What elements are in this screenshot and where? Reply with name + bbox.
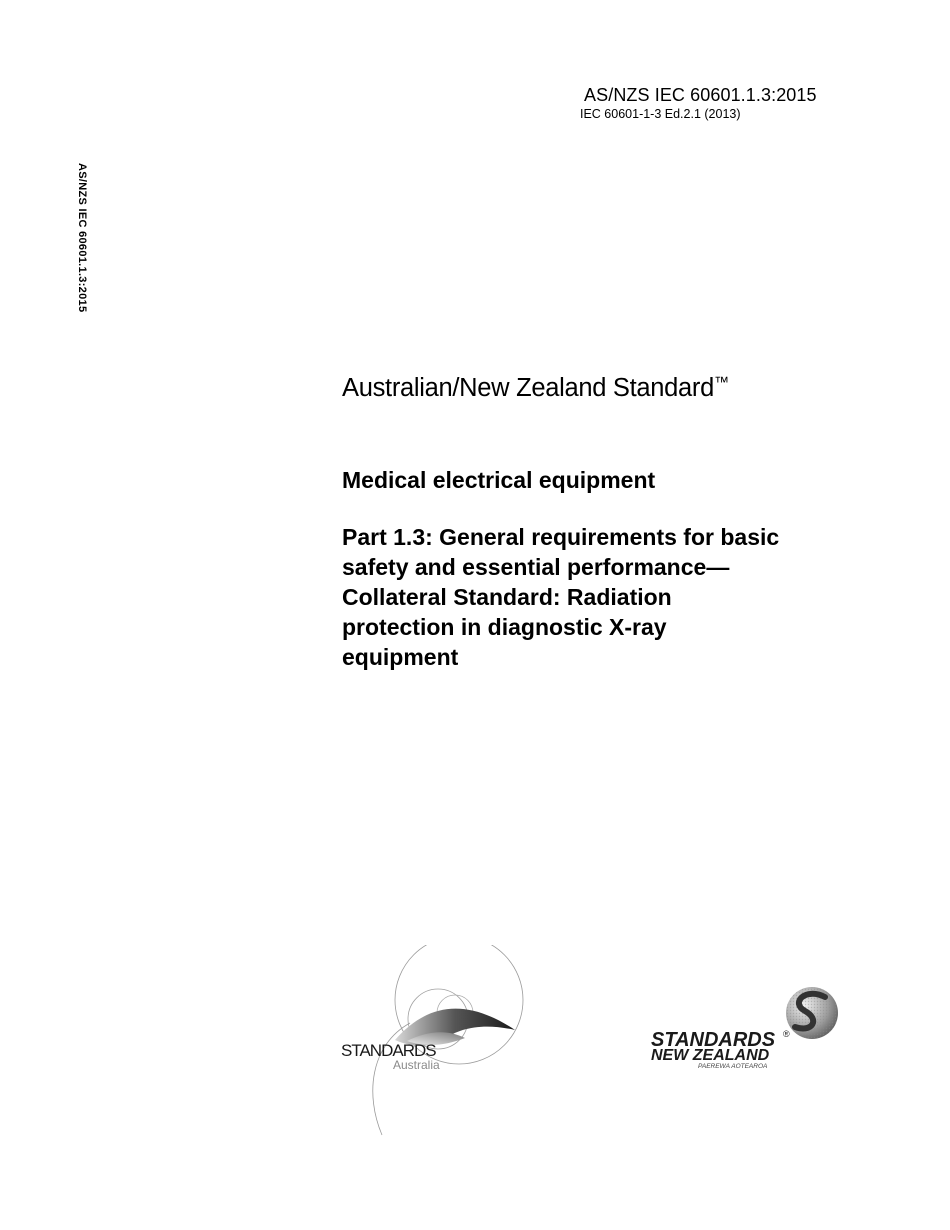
sa-logo-word1: STANDARDS [341, 1041, 436, 1060]
spine-standard-number: AS/NZS IEC 60601.1.3:2015 [76, 163, 88, 313]
snz-logo-tagline: PAEREWA AOTEAROA [698, 1063, 768, 1070]
sa-logo-word2: Australia [393, 1058, 440, 1072]
standard-number: AS/NZS IEC 60601.1.3:2015 [584, 85, 817, 105]
subject-title: Medical electrical equipment [342, 467, 656, 493]
trademark-symbol: ™ [714, 374, 729, 391]
part-title: Part 1.3: General requirements for basic safety and essential performance— Collateral Standard: Radiation protection in diagnostic X-ray equipment [342, 524, 780, 670]
standards-australia-logo [335, 945, 535, 1140]
series-title [342, 374, 729, 403]
snz-registered-mark: ® [783, 1029, 790, 1039]
snz-logo-word1: STANDARDS [651, 1029, 776, 1051]
snz-logo-word2: NEW ZEALAND [651, 1047, 770, 1064]
series-title-text: Australian/New Zealand Standard [342, 374, 715, 402]
iec-reference: IEC 60601-1-3 Ed.2.1 (2013) [580, 107, 741, 121]
standards-nz-logo [645, 985, 845, 1070]
